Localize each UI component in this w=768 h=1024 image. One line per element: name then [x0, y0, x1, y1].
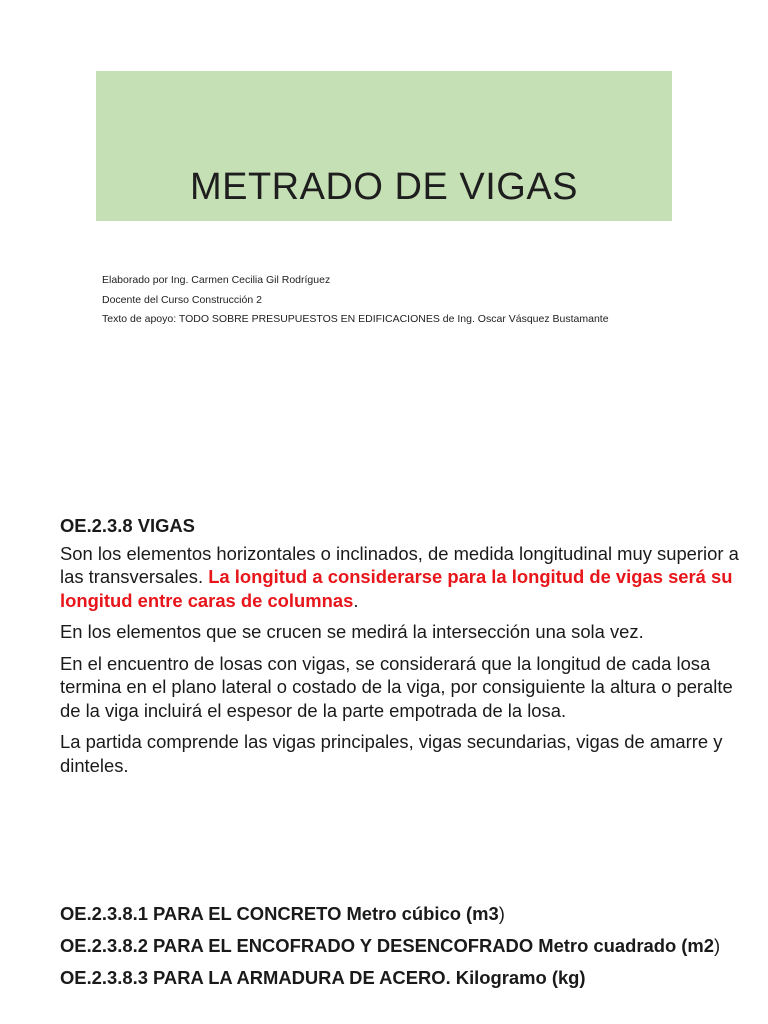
measurement-items	[60, 898, 760, 994]
item-concrete-tail: )	[498, 903, 505, 924]
item-steel-label: OE.2.3.8.3 PARA LA ARMADURA DE ACERO. Kilogramo (kg)	[60, 967, 586, 988]
credit-reference: Texto de apoyo: TODO SOBRE PRESUPUESTOS EN EDIFICACIONES de Ing. Oscar Vásquez Bustamante	[102, 313, 609, 325]
credit-author: Elaborado por Ing. Carmen Cecilia Gil Rodríguez	[102, 274, 331, 286]
credits-block	[102, 271, 609, 330]
paragraph-scope: La partida comprende las vigas principales, vigas secundarias, vigas de amarre y dinteles.	[60, 731, 723, 776]
credit-course: Docente del Curso Construcción 2	[102, 293, 262, 306]
item-formwork-label: OE.2.3.8.2 PARA EL ENCOFRADO Y DESENCOFRADO Metro cuadrado (m2	[60, 935, 715, 956]
item-concrete-label: OE.2.3.8.1 PARA EL CONCRETO Metro cúbico (m3	[60, 903, 499, 924]
paragraph-definition-end: .	[353, 589, 359, 611]
section-body	[60, 514, 750, 785]
paragraph-definition	[60, 542, 750, 613]
highlight-text: La longitud a considerarse para la longitud de vigas será su longitud entre caras de columnas	[60, 566, 733, 611]
page-title: METRADO DE VIGAS	[189, 166, 579, 208]
item-concrete	[60, 898, 760, 930]
section-heading: OE.2.3.8 VIGAS	[60, 515, 195, 536]
paragraph-definition-text: Son los elementos horizontales o inclinados, de medida longitudinal muy superior a las transversales.	[60, 542, 739, 587]
item-formwork	[60, 930, 760, 962]
paragraph-slabs: En el encuentro de losas con vigas, se considerará que la longitud de cada losa termina en el plano lateral o costado de la viga, por consiguiente la altura o peralte de la viga incluirá el espesor de la parte empotrada de la losa.	[60, 652, 733, 721]
paragraph-intersection: En los elementos que se crucen se medirá la intersección una sola vez.	[60, 621, 644, 642]
item-steel	[60, 962, 760, 994]
item-formwork-tail: )	[714, 935, 721, 956]
